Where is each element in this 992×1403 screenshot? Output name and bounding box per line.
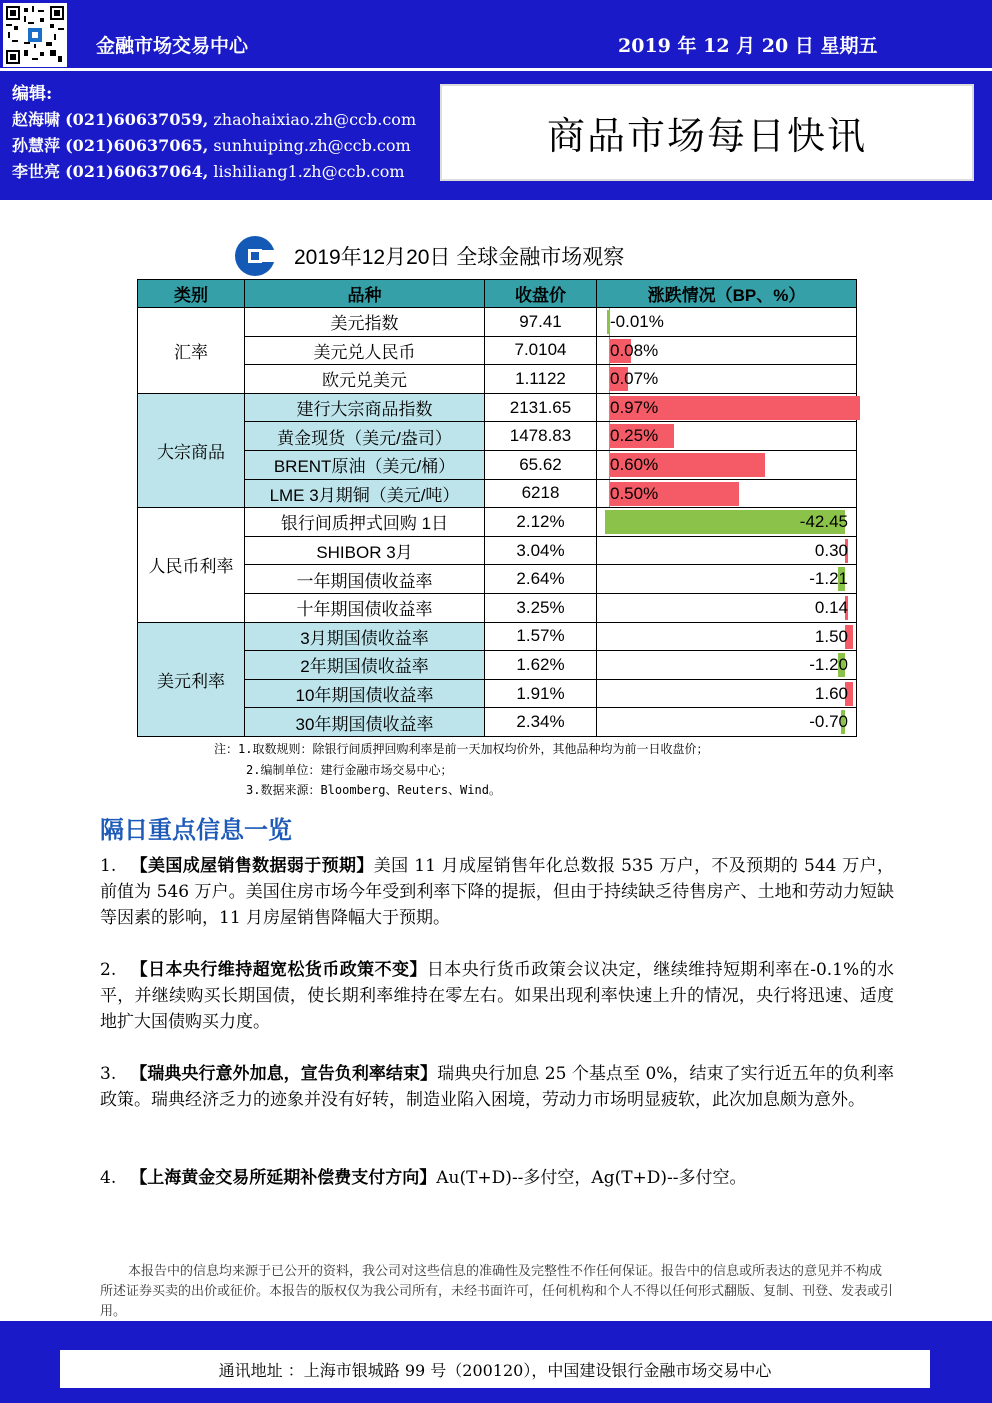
- change-cell: [597, 679, 857, 708]
- change-label: 1.50: [814, 626, 848, 646]
- change-label: 0.30: [814, 540, 848, 560]
- news-headline: 【美国成屋销售数据弱于预期】: [130, 856, 374, 876]
- table-note: 2.编制单位：建行金融市场交易中心；: [246, 763, 453, 777]
- instrument-cell: 银行间质押式回购 1日: [245, 508, 485, 537]
- table-row: [138, 422, 857, 451]
- change-cell: [597, 536, 857, 565]
- ccb-logo-icon: [234, 235, 276, 277]
- instrument-cell: LME 3月期铜（美元/吨）: [245, 479, 485, 508]
- table-row: [138, 308, 857, 337]
- news-number: 2.: [100, 960, 117, 980]
- qr-code-icon: [3, 3, 67, 67]
- news-number: 4.: [100, 1168, 117, 1188]
- instrument-cell: SHIBOR 3月: [245, 536, 485, 565]
- change-label: 0.60%: [610, 454, 659, 474]
- table-note: 3.数据来源：Bloomberg、Reuters、Wind。: [246, 783, 501, 797]
- table-row: [138, 536, 857, 565]
- instrument-cell: 黄金现货（美元/盎司）: [245, 422, 485, 451]
- editor-phone: (021)60637065,: [65, 136, 209, 155]
- table-row: [138, 450, 857, 479]
- instrument-cell: 欧元兑美元: [245, 365, 485, 394]
- editor-line: [12, 107, 416, 130]
- close-price-cell: 3.04%: [485, 536, 597, 565]
- header-divider: [0, 68, 992, 71]
- change-cell: [597, 393, 857, 422]
- news-number: 1.: [100, 856, 117, 876]
- disclaimer: 本报告中的信息均来源于已公开的资料，我公司对这些信息的准确性及完整性不作任何保证。报告中的信息或所表达的意见并不构成所述证券买卖的出价或征价。本报告的版权仅为我公司所有，未经书面许可，任何机构和个人不得以任何形式翻版、复制、刊登、发表或引用。: [100, 1264, 894, 1319]
- close-price-cell: 2.64%: [485, 565, 597, 594]
- table-row: [138, 651, 857, 680]
- category-cell: 人民币利率: [138, 508, 245, 622]
- editor-email[interactable]: sunhuiping.zh@ccb.com: [213, 136, 411, 155]
- editor-name: 李世亮: [12, 162, 61, 181]
- close-price-cell: 2131.65: [485, 393, 597, 422]
- table-row: [138, 565, 857, 594]
- column-header: 收盘价: [485, 280, 597, 308]
- close-price-cell: 2.12%: [485, 508, 597, 537]
- change-label: 0.50%: [610, 483, 659, 503]
- column-header: 品种: [245, 280, 485, 308]
- change-cell: [597, 365, 857, 394]
- instrument-cell: 十年期国债收益率: [245, 593, 485, 622]
- table-row: [138, 679, 857, 708]
- category-cell: 大宗商品: [138, 393, 245, 507]
- report-date: 2019 年 12 月 20 日 星期五: [618, 35, 878, 57]
- table-row: [138, 508, 857, 537]
- instrument-cell: 10年期国债收益率: [245, 679, 485, 708]
- change-cell: [597, 593, 857, 622]
- news-item: [100, 853, 894, 931]
- table-row: [138, 622, 857, 651]
- instrument-cell: 一年期国债收益率: [245, 565, 485, 594]
- close-price-cell: 1.1122: [485, 365, 597, 394]
- close-price-cell: 3.25%: [485, 593, 597, 622]
- change-cell: [597, 565, 857, 594]
- table-row: [138, 708, 857, 737]
- change-cell: [597, 308, 857, 337]
- close-price-cell: 6218: [485, 479, 597, 508]
- editor-email[interactable]: zhaohaixiao.zh@ccb.com: [213, 110, 417, 129]
- change-cell: [597, 336, 857, 365]
- news-item: [100, 1165, 894, 1191]
- close-price-cell: 65.62: [485, 450, 597, 479]
- close-price-cell: 7.0104: [485, 336, 597, 365]
- column-header: 类别: [138, 280, 245, 308]
- category-cell: 汇率: [138, 308, 245, 394]
- editor-line: [12, 133, 411, 156]
- editor-name: 孙慧萍: [12, 136, 61, 155]
- news-body: Au(T+D)--多付空，Ag(T+D)--多付空。: [436, 1168, 747, 1188]
- column-header: 涨跌情况（BP、%）: [597, 280, 857, 308]
- table-row: [138, 593, 857, 622]
- report-title-box: [440, 84, 974, 181]
- change-label: -42.45: [799, 512, 848, 532]
- table-row: [138, 479, 857, 508]
- instrument-cell: 建行大宗商品指数: [245, 393, 485, 422]
- change-label: 0.97%: [610, 397, 659, 417]
- close-price-cell: 1.62%: [485, 651, 597, 680]
- footer-address: 通讯地址 ：上海市银城路 99 号（200120），中国建设银行金融市场交易中心: [60, 1350, 930, 1388]
- instrument-cell: 30年期国债收益率: [245, 708, 485, 737]
- figure-title-row: [234, 234, 624, 278]
- report-title: 商品市场每日快讯: [546, 114, 867, 158]
- news-body: 日本央行货币政策会议决定，继续维持短期利率在-0.1%的水平，并继续购买长期国债，使长期利率维持在零左右。如果出现利率快速上升的情况，央行将迅速、适度地扩大国债购买力度。: [100, 960, 894, 1032]
- news-headline: 【上海黄金交易所延期补偿费支付方向】: [130, 1168, 437, 1188]
- editor-phone: (021)60637059,: [65, 110, 209, 129]
- org-name: 金融市场交易中心: [96, 35, 249, 57]
- news-headline: 【日本央行维持超宽松货币政策不变】: [130, 960, 427, 980]
- category-cell: 美元利率: [138, 622, 245, 736]
- instrument-cell: 3月期国债收益率: [245, 622, 485, 651]
- news-item: [100, 1061, 894, 1113]
- change-cell: [597, 508, 857, 537]
- change-cell: [597, 622, 857, 651]
- change-cell: [597, 422, 857, 451]
- table-row: [138, 393, 857, 422]
- close-price-cell: 1478.83: [485, 422, 597, 451]
- news-number: 3.: [100, 1064, 117, 1084]
- close-price-cell: 1.91%: [485, 679, 597, 708]
- table-header-row: [138, 280, 857, 308]
- close-price-cell: 97.41: [485, 308, 597, 337]
- table-note: 注：1.取数规则：除银行间质押回购利率是前一天加权均价外，其他品种均为前一日收盘价；: [214, 742, 709, 756]
- change-cell: [597, 479, 857, 508]
- news-item: [100, 957, 894, 1035]
- instrument-cell: 2年期国债收益率: [245, 651, 485, 680]
- news-headline: 【瑞典央行意外加息，宣告负利率结束】: [130, 1064, 438, 1084]
- report-header: [0, 0, 992, 200]
- change-label: 0.14: [814, 597, 848, 617]
- change-label: -0.70: [809, 712, 848, 732]
- close-price-cell: 1.57%: [485, 622, 597, 651]
- change-label: -1.21: [809, 569, 848, 589]
- news-body: 瑞典央行加息 25 个基点至 0%，结束了实行近五年的负利率政策。瑞典经济乏力的迹象并没有好转，制造业陷入困境，劳动力市场明显疲软，此次加息颇为意外。: [100, 1064, 895, 1110]
- change-label: 0.25%: [610, 426, 659, 446]
- editor-email[interactable]: lishiliang1.zh@ccb.com: [213, 162, 405, 181]
- editor-name: 赵海啸: [12, 110, 61, 129]
- editor-title: 编辑:: [12, 84, 53, 104]
- change-label: 0.07%: [610, 369, 659, 389]
- market-table: [137, 279, 857, 737]
- table-row: [138, 336, 857, 365]
- change-label: 1.60: [814, 683, 848, 703]
- figure-title: 2019年12月20日 全球金融市场观察: [294, 246, 625, 269]
- editor-line: [12, 159, 405, 182]
- change-label: -1.20: [809, 655, 848, 675]
- editor-phone: (021)60637064,: [65, 162, 209, 181]
- change-label: -0.01%: [610, 312, 664, 331]
- close-price-cell: 2.34%: [485, 708, 597, 737]
- section-title: 隔日重点信息一览: [100, 816, 292, 844]
- instrument-cell: 美元指数: [245, 308, 485, 337]
- change-cell: [597, 651, 857, 680]
- change-cell: [597, 708, 857, 737]
- change-cell: [597, 450, 857, 479]
- instrument-cell: 美元兑人民币: [245, 336, 485, 365]
- instrument-cell: BRENT原油（美元/桶）: [245, 450, 485, 479]
- change-label: 0.08%: [610, 340, 659, 360]
- news-body: 美国 11 月成屋销售年化总数报 535 万户，不及预期的 544 万户，前值为 546 万户。美国住房市场今年受到利率下降的提振，但由于持续缺乏待售房产、土地和劳动力短缺等因素的影响，11 月房屋销售降幅大于预期。: [100, 856, 894, 928]
- table-row: [138, 365, 857, 394]
